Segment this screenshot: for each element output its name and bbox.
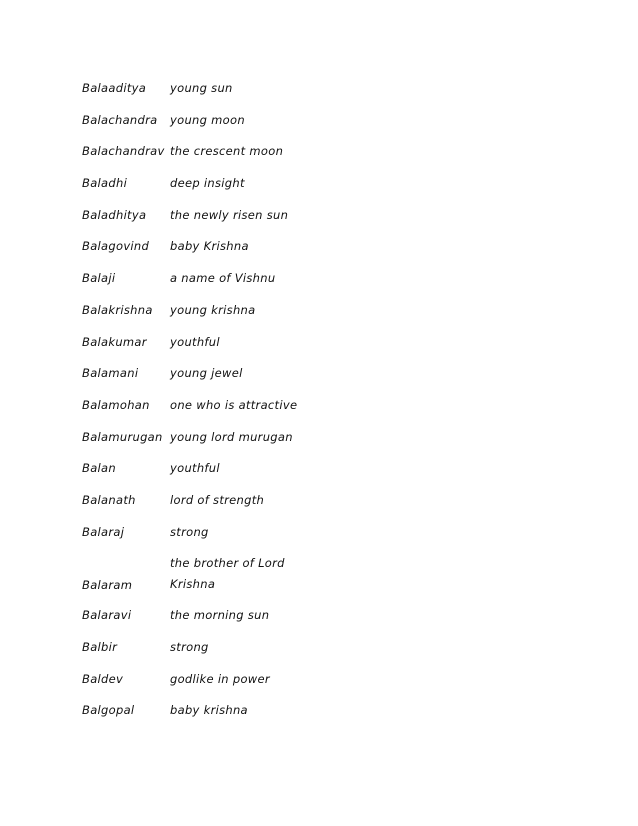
table-row xyxy=(82,605,382,637)
name-cell: Balan xyxy=(82,461,116,476)
meaning-cell: young moon xyxy=(170,112,245,127)
name-cell: Balachandrav xyxy=(82,144,165,159)
meaning-cell: young jewel xyxy=(170,366,243,381)
name-cell: Balamohan xyxy=(82,397,150,412)
meaning-cell: godlike in power xyxy=(170,671,270,686)
name-cell: Balamani xyxy=(82,366,139,381)
table-row xyxy=(82,637,382,669)
name-cell: Balanath xyxy=(82,492,136,507)
meaning-cell: deep insight xyxy=(170,176,245,191)
name-cell: Balamurugan xyxy=(82,429,163,444)
table-row xyxy=(82,173,382,205)
table-row xyxy=(82,395,382,427)
names-table xyxy=(82,78,382,732)
name-cell: Baldev xyxy=(82,671,124,686)
meaning-cell: young krishna xyxy=(170,302,256,317)
table-row xyxy=(82,669,382,701)
name-cell: Baladhi xyxy=(82,176,128,191)
meaning-cell: baby Krishna xyxy=(170,239,249,254)
table-row xyxy=(82,458,382,490)
table-row xyxy=(82,553,382,605)
table-row xyxy=(82,522,382,554)
meaning-cell: baby krishna xyxy=(170,703,248,718)
table-row xyxy=(82,490,382,522)
meaning-cell: the brother of Lord Krishna xyxy=(170,556,285,592)
meaning-cell: strong xyxy=(170,524,209,539)
name-cell: Baladhitya xyxy=(82,207,147,222)
name-cell: Balaaditya xyxy=(82,81,147,95)
name-cell: Balaraj xyxy=(82,524,125,539)
meaning-cell: strong xyxy=(170,640,209,654)
name-cell: Balaravi xyxy=(82,608,132,623)
name-cell: Balakrishna xyxy=(82,302,153,317)
table-row xyxy=(82,332,382,364)
table-row xyxy=(82,300,382,332)
table-row xyxy=(82,141,382,173)
table-row xyxy=(82,236,382,268)
meaning-cell: a name of Vishnu xyxy=(170,271,276,286)
meaning-cell: young lord murugan xyxy=(170,429,293,444)
table-row xyxy=(82,268,382,300)
table-row xyxy=(82,363,382,395)
meaning-cell: the morning sun xyxy=(170,608,270,623)
name-cell: Balagovind xyxy=(82,239,150,254)
meaning-cell: lord of strength xyxy=(170,492,265,507)
meaning-cell: youthful xyxy=(170,461,220,476)
table-row xyxy=(82,427,382,459)
table-row xyxy=(82,110,382,142)
table-row xyxy=(82,205,382,237)
meaning-cell: the newly risen sun xyxy=(170,207,289,222)
name-cell: Balakumar xyxy=(82,334,147,349)
name-cell: Balgopal xyxy=(82,703,135,718)
meaning-cell: young sun xyxy=(170,81,233,95)
name-cell: Balaji xyxy=(82,271,116,286)
meaning-cell: youthful xyxy=(170,334,220,349)
meaning-cell: one who is attractive xyxy=(170,397,298,412)
table-row xyxy=(82,78,382,110)
table-row xyxy=(82,700,382,732)
name-cell: Balaram xyxy=(82,578,133,593)
meaning-cell: the crescent moon xyxy=(170,144,284,159)
name-cell: Balachandra xyxy=(82,112,158,127)
name-cell: Balbir xyxy=(82,640,118,654)
